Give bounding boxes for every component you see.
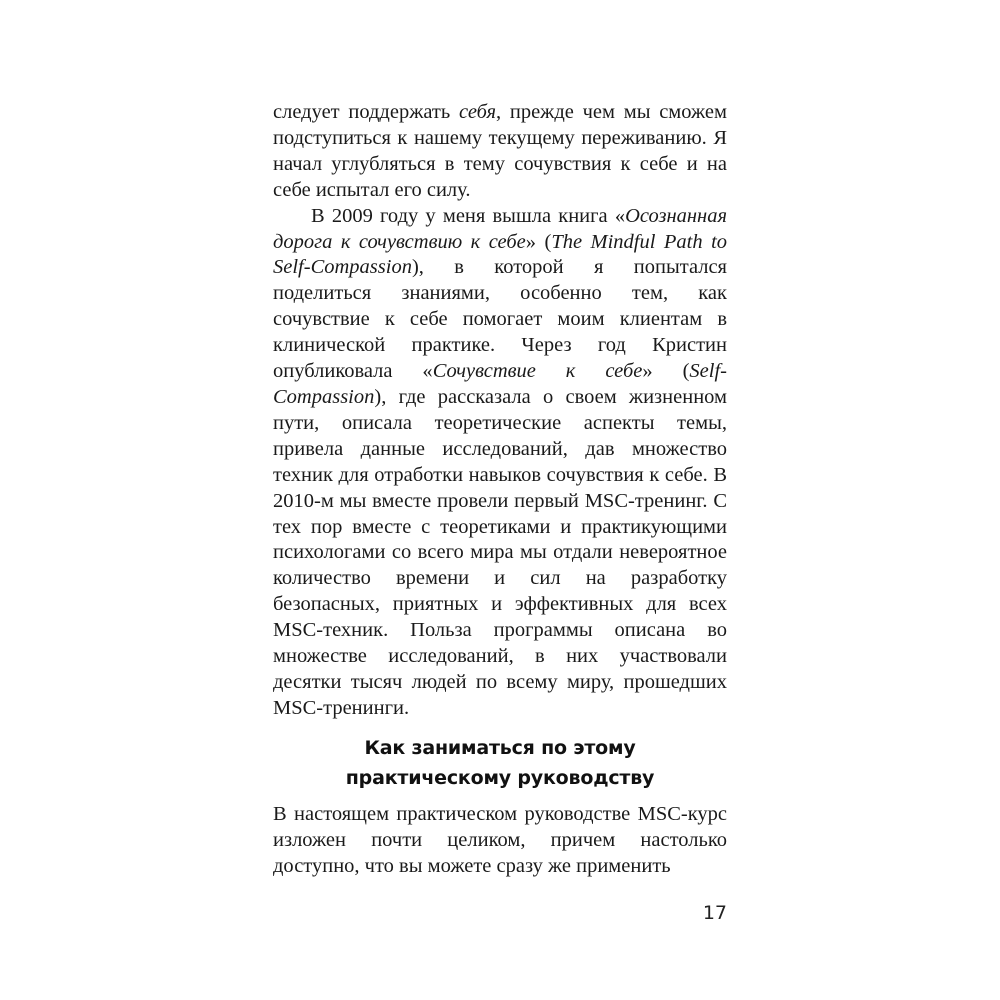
body-text-top bbox=[273, 100, 727, 722]
section-heading-line-1: Как заниматься по этому bbox=[364, 737, 636, 759]
body-text-bottom bbox=[273, 802, 727, 880]
italic-text: The Mindful Path to Self-Compassion bbox=[273, 230, 728, 279]
section-heading-line-2: практическому руководству bbox=[345, 767, 655, 789]
text-run: , прежде чем мы сможем подступиться к нашему текущему переживанию. Я начал углубляться в тему сочувствия к себе и на себе испытал его силу. bbox=[273, 101, 727, 201]
text-run: » ( bbox=[642, 360, 690, 383]
text-run: следует поддержать bbox=[273, 101, 459, 123]
paragraph-3: В настоящем практическом руководстве MSC-курс изложен почти целиком, причем настолько доступно, что вы можете сразу же применить bbox=[273, 803, 727, 877]
italic-text: Self-Compassion bbox=[273, 360, 727, 408]
text-run: » ( bbox=[525, 230, 552, 253]
text-run: В 2009 году у меня вышла книга « bbox=[311, 204, 626, 227]
text-run: ), где рассказала о своем жизненном пути, описала теоретические аспекты темы, привела данные исследований, дав множество техник для отработки навыков сочувствия к себе. В 2010-м мы вместе провели первый MSC-тренинг. С тех пор вместе с теоретиками и практикующими психологами со всего мира мы отдали невероятное количество времени и сил на разработку безопасных, приятных и эффективных для всех MSC-техник. Польза программы описана во множестве исследований, в них участвовали десятки тысяч людей по всему миру, прошедших MSC-тренинги. bbox=[273, 385, 727, 719]
paragraph-2 bbox=[273, 204, 727, 722]
section-heading bbox=[273, 733, 727, 793]
italic-text: Сочувствие к себе bbox=[432, 360, 643, 383]
italic-text: себя bbox=[458, 101, 496, 123]
italic-text: Осознанная дорога к сочувствию к себе bbox=[273, 204, 727, 253]
text-run: ), в которой я попытался поделиться знаниями, особенно тем, как сочувствие к себе помогает моим клиентам в клинической практике. Через год Кристин опубликовала « bbox=[273, 256, 727, 383]
page-number: 17 bbox=[702, 902, 727, 924]
paragraph-1 bbox=[273, 100, 727, 204]
